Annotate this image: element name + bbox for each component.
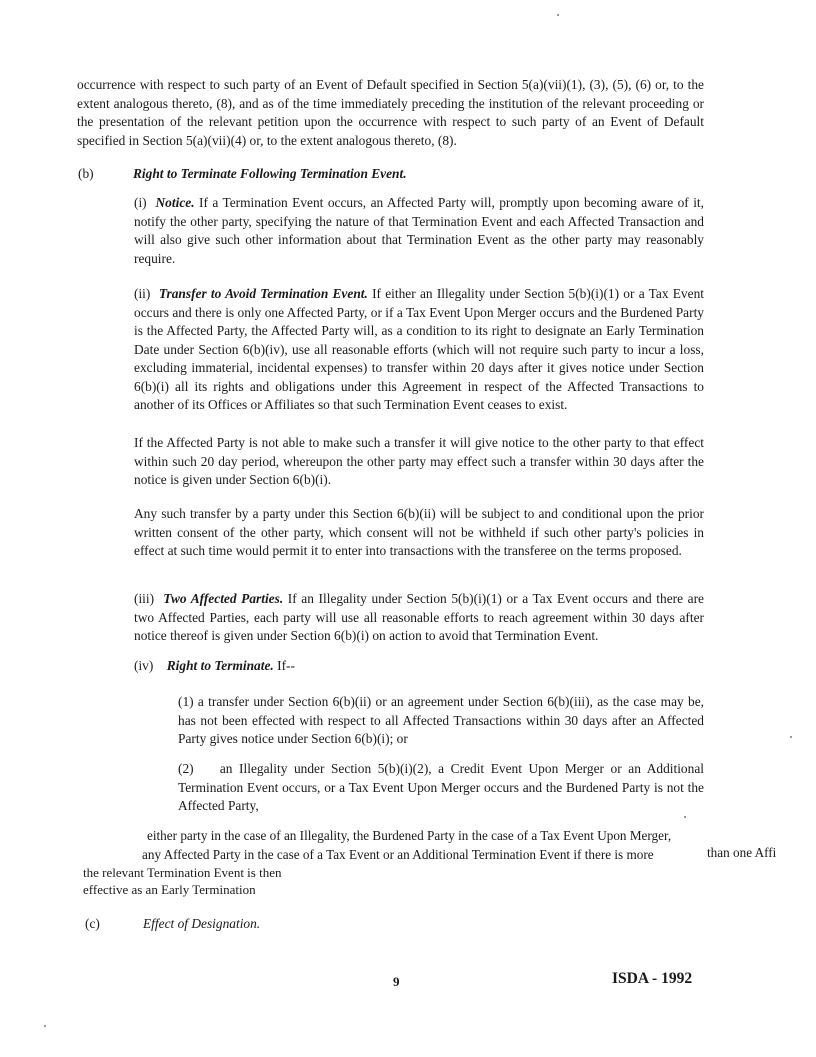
right-to-terminate-item-2: (2) an Illegality under Section 5(b)(i)(2), a Credit Event Upon Merger or an Additional Termination Event occurs, or a Tax Event Upon Merger occurs and the Burdened Party is not the Affected Party, <box>178 761 708 813</box>
fragment-line-3: the relevant Termination Event is then <box>83 865 282 880</box>
transfer-heading: Transfer to Avoid Termination Event. <box>158 286 368 301</box>
transfer-number: (ii) <box>134 286 151 301</box>
right-to-terminate-lead-text: If-- <box>277 658 295 673</box>
section-c-heading: Effect of Designation. <box>143 916 261 931</box>
section-c-label: (c) <box>85 916 100 931</box>
section-b-label: (b) <box>78 166 94 181</box>
right-to-terminate-lead <box>134 657 704 676</box>
transfer-paragraph-3: Any such transfer by a party under this Section 6(b)(ii) will be subject to and conditional upon the prior written consent of the other party, which consent will not be withheld if such other party's policies in effect at such time would permit it to enter into transactions with the transferee on the terms proposed. <box>134 506 704 558</box>
fragment-line-4: effective as an Early Termination <box>83 882 256 897</box>
section-b-heading: Right to Terminate Following Termination Event. <box>133 166 407 181</box>
scan-speck <box>684 816 686 818</box>
intro-paragraph: occurrence with respect to such party of an Event of Default specified in Section 5(a)(vii)(1), (3), (5), (6) or, to the extent analogous thereto, (8), and as of the time immediately preceding the institution of the relevant proceeding or the presentation of the relevant petition upon the occurrence with respect to such party of an Event of Default specified in Section 5(a)(vii)(4) or, to the extent analogous thereto, (8). <box>77 77 704 148</box>
document-id: ISDA - 1992 <box>612 970 693 987</box>
transfer-text: If either an Illegality under Section 5(b)(i)(1) or a Tax Event occurs and there is only one Affected Party, or if a Tax Event Upon Merger occurs and the Burdened Party is the Affected Party, the Affected Party will, as a condition to its right to designate an Early Termination Date under Section 6(b)(iv), use all reasonable efforts (which will not require such party to incur a loss, excluding immaterial, incidental expenses) to transfer within 20 days after it gives notice under Section 6(b)(i) all its rights and obligations under this Agreement in respect of the Affected Transactions to another of its Offices or Affiliates so that such Termination Event ceases to exist. <box>134 286 704 412</box>
fragment-line-1: either party in the case of an Illegality, the Burdened Party in the case of a Tax Event Upon Merger, <box>147 828 672 843</box>
two-parties-heading: Two Affected Parties. <box>163 591 284 606</box>
right-to-terminate-heading: Right to Terminate. <box>166 658 274 673</box>
fragment-line-2-tail: than one Affi <box>707 845 777 860</box>
fragment-line-2: any Affected Party in the case of a Tax Event or an Additional Termination Event if there is more <box>142 847 654 862</box>
notice-number: (i) <box>134 195 147 210</box>
scan-speck <box>44 1025 46 1027</box>
notice-paragraph <box>134 194 704 268</box>
transfer-paragraph <box>134 285 704 415</box>
two-parties-text: If an Illegality under Section 5(b)(i)(1) or a Tax Event occurs and there are two Affected Parties, each party will use all reasonable efforts to reach agreement within 30 days after notice thereof is given under Section 6(b)(i) on action to avoid that Termination Event. <box>134 591 705 643</box>
two-parties-number: (iii) <box>134 591 155 606</box>
right-to-terminate-item-1: (1) a transfer under Section 6(b)(ii) or an agreement under Section 6(b)(iii), as the case may be, has not been effected with respect to all Affected Transactions within 30 days after an Affected Party gives notice under Section 6(b)(i); or <box>178 694 704 746</box>
scan-speck <box>790 736 792 738</box>
page-number: 9 <box>393 974 400 989</box>
two-parties-paragraph <box>134 590 704 646</box>
notice-text: If a Termination Event occurs, an Affected Party will, promptly upon becoming aware of it, notify the other party, specifying the nature of that Termination Event and each Affected Transaction and will also give such other information about that Termination Event as the other party may reasonably require. <box>134 195 704 266</box>
notice-heading: Notice. <box>155 195 195 210</box>
transfer-paragraph-2: If the Affected Party is not able to make such a transfer it will give notice to the other party to that effect within such 20 day period, whereupon the other party may effect such a transfer within 30 days after the notice is given under Section 6(b)(i). <box>134 435 704 487</box>
right-to-terminate-number: (iv) <box>134 658 154 673</box>
scan-speck <box>557 14 559 16</box>
